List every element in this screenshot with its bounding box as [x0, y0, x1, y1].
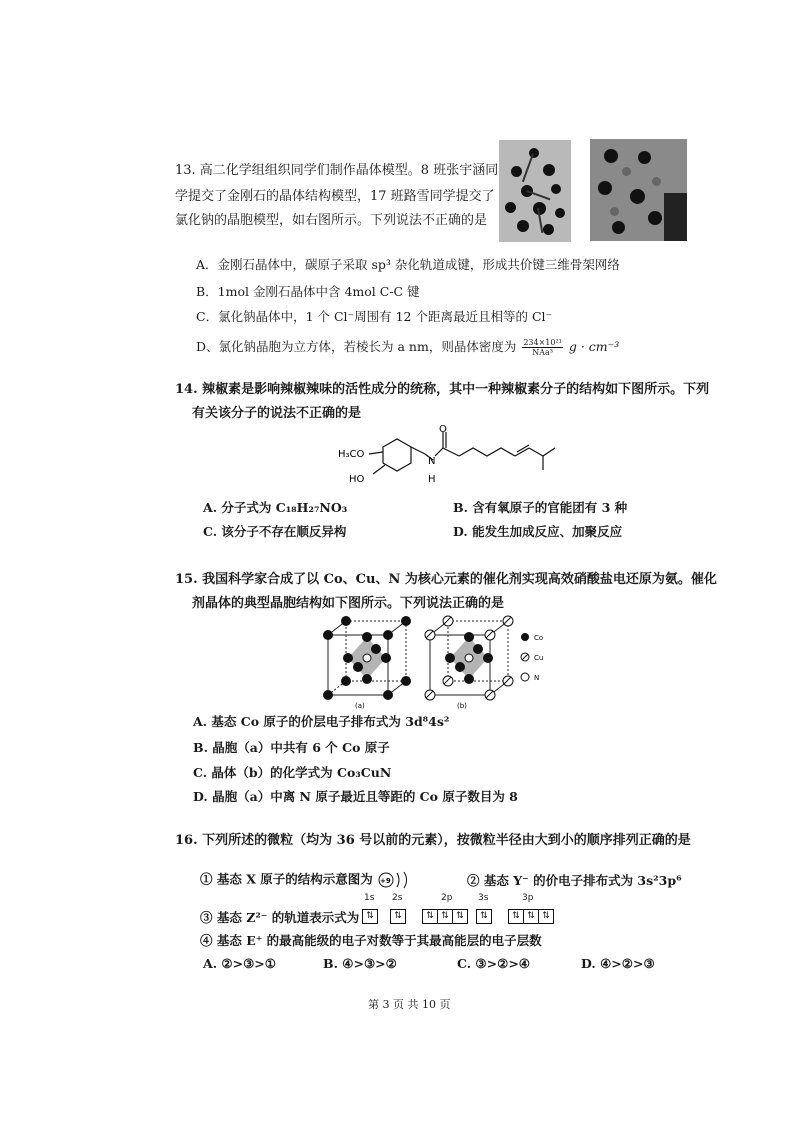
density-numerator: 234×10²¹: [523, 338, 562, 347]
q16-item2: ② 基态 Y⁻ 的价电子排布式为 3s²3p⁶: [467, 873, 682, 888]
q15-option-c: C. 晶体（b）的化学式为 Co₃CuN: [193, 765, 392, 780]
q15-stem-line2: 剂晶体的典型晶胞结构如下图所示。下列说法正确的是: [192, 596, 505, 611]
orbital-box: ⇅: [362, 909, 378, 924]
q14-option-b: B. 含有氧原子的官能团有 3 种: [453, 500, 628, 515]
orbital-box: ⇅: [508, 909, 524, 924]
orbital-label-3s: 3s: [478, 893, 489, 903]
q15-option-a: A. 基态 Co 原子的价层电子排布式为 3d⁸4s²: [193, 714, 450, 729]
q14-option-c: C. 该分子不存在顺反异构: [203, 524, 347, 539]
orbital-box: ⇅: [422, 909, 438, 924]
carbonyl-o-label: O: [439, 424, 447, 435]
crystal-cell-figures: [318, 615, 578, 710]
legend-co: Co: [534, 634, 544, 642]
q13-option-a: A．金刚石晶体中，碳原子采取 sp³ 杂化轨道成键，形成共价键三维骨架网络: [196, 257, 620, 272]
page-number-footer: 第 3 页 共 10 页: [368, 998, 451, 1011]
orbital-box: ⇅: [390, 909, 406, 924]
q16-item3: ③ 基态 Z²⁻ 的轨道表示式为: [200, 910, 360, 925]
density-denominator: NAa³: [532, 348, 553, 357]
q13-stem-line1: 13. 高二化学组组织同学们制作晶体模型。8 班张宇涵同: [175, 163, 499, 178]
q16-answer-a: A. ②>③>①: [203, 956, 276, 971]
q16-answer-d: D. ④>②>③: [581, 956, 655, 971]
q16-stem: 16. 下列所述的微粒（均为 36 号以前的元素），按微粒半径由大到小的顺序排列正确的是: [175, 833, 691, 848]
q16-item1: [200, 870, 411, 890]
orbital-box: ⇅: [452, 909, 468, 924]
q13-option-b: B．1mol 金刚石晶体中含 4mol C-C 键: [196, 284, 420, 299]
q15-option-b: B. 晶胞（a）中共有 6 个 Co 原子: [193, 740, 390, 755]
atom-structure-diagram: [377, 870, 411, 890]
q13-option-c: C．氯化钠晶体中，1 个 Cl⁻周围有 12 个距离最近且相等的 Cl⁻: [196, 309, 553, 324]
q15-stem-line1: 15. 我国科学家合成了以 Co、Cu、N 为核心元素的催化剂实现高效硝酸盐电还原为氨。催化: [175, 572, 717, 587]
methoxy-label: H₃CO: [338, 449, 365, 460]
q14-option-a: A. 分子式为 C₁₈H₂₇NO₃: [203, 500, 348, 515]
capsaicin-structure: [335, 424, 560, 492]
q14-option-d: D. 能发生加成反应、加聚反应: [453, 524, 623, 539]
q15-option-d: D. 晶胞（a）中离 N 原子最近且等距的 Co 原子数目为 8: [193, 789, 518, 804]
orbital-label-3p: 3p: [522, 893, 534, 903]
q16-item1-text: ① 基态 X 原子的结构示意图为: [200, 871, 373, 887]
q14-stem-line1: 14. 辣椒素是影响辣椒辣味的活性成分的统称，其中一种辣椒素分子的结构如下图所示。下列: [175, 382, 710, 397]
orbital-label-2s: 2s: [392, 893, 403, 903]
orbital-box: ⇅: [476, 909, 492, 924]
legend-n: N: [534, 674, 540, 682]
amide-h-label: H: [428, 474, 436, 485]
q13-option-d: [196, 338, 619, 357]
density-unit: g · cm⁻³: [568, 339, 620, 354]
orbital-box: ⇅: [437, 909, 453, 924]
cell-b-label: (b): [457, 702, 467, 710]
orbital-label-2p: 2p: [441, 893, 453, 903]
cell-b: [425, 616, 513, 710]
q13-stem-line2: 学提交了金刚石的晶体结构模型，17 班路雪同学提交了: [175, 189, 495, 204]
q16-answer-c: C. ③>②>④: [457, 956, 530, 971]
nucleus-label: +9: [380, 877, 391, 885]
nacl-model-photo: [590, 139, 687, 241]
q16-answer-b: B. ④>③>②: [323, 956, 397, 971]
orbital-box: ⇅: [538, 909, 554, 924]
legend: [521, 633, 543, 682]
cell-a-label: (a): [355, 702, 365, 710]
q14-stem-line2: 有关该分子的说法不正确的是: [192, 406, 362, 421]
q13-stem-line3: 氯化钠的晶胞模型，如右图所示。下列说法不正确的是: [175, 213, 488, 228]
q16-item4: ④ 基态 E⁺ 的最高能级的电子对数等于其最高能层的电子层数: [200, 933, 542, 948]
orbital-diagram: [360, 893, 560, 927]
hydroxyl-label: HO: [349, 474, 365, 485]
cell-a: [323, 616, 411, 710]
orbital-label-1s: 1s: [364, 893, 375, 903]
orbital-box: ⇅: [523, 909, 539, 924]
diamond-model-photo: [499, 140, 571, 242]
q13-option-d-text: D、氯化钠晶胞为立方体，若棱长为 a nm，则晶体密度为: [196, 339, 517, 354]
density-fraction: [522, 338, 563, 357]
amide-n-label: N: [428, 456, 436, 467]
legend-cu: Cu: [534, 654, 544, 662]
